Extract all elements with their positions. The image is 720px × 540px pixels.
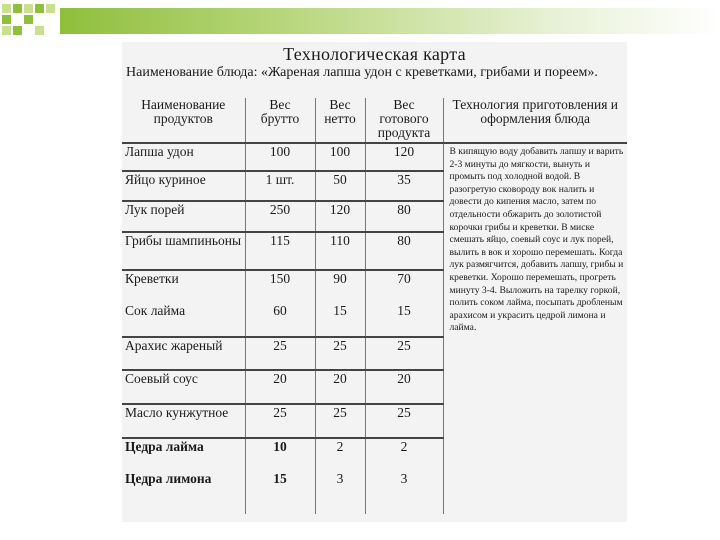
product-name: Яйцо куриное [122, 171, 245, 201]
ready-weight: 120 [365, 143, 443, 171]
product-name: Арахис жареный [122, 337, 245, 370]
ingredients-table [122, 98, 627, 514]
net-weight: 20 [315, 370, 365, 404]
net-weight: 90 15 [315, 270, 365, 337]
gross-weight: 10 15 [245, 438, 315, 514]
header-gross: Вес брутто [245, 98, 315, 143]
net-weight: 120 [315, 201, 365, 232]
ready-weight: 2 3 [365, 438, 443, 514]
slide-header-bar [60, 8, 720, 34]
table-row [122, 143, 627, 171]
net-weight: 110 [315, 232, 365, 270]
technological-card-document [122, 42, 627, 522]
gross-weight: 1 шт. [245, 171, 315, 201]
ready-weight: 25 [365, 337, 443, 370]
gross-weight: 250 [245, 201, 315, 232]
product-name: Цедра лайма Цедра лимона [122, 438, 245, 514]
gross-weight: 20 [245, 370, 315, 404]
net-weight: 25 [315, 337, 365, 370]
gross-weight: 25 [245, 337, 315, 370]
net-weight: 2 3 [315, 438, 365, 514]
ready-weight: 80 [365, 201, 443, 232]
product-name: Лук порей [122, 201, 245, 232]
gross-weight: 100 [245, 143, 315, 171]
ready-weight: 25 [365, 404, 443, 438]
gross-weight: 150 60 [245, 270, 315, 337]
net-weight: 100 [315, 143, 365, 171]
header-net: Вес нетто [315, 98, 365, 143]
product-name: Лапша удон [122, 143, 245, 171]
table-header-row [122, 98, 627, 143]
header-ready: Вес готового продукта [365, 98, 443, 143]
ready-weight: 20 [365, 370, 443, 404]
ready-weight: 35 [365, 171, 443, 201]
product-name: Креветки Сок лайма [122, 270, 245, 337]
header-product: Наименование продуктов [122, 98, 245, 143]
decorative-pattern [0, 0, 60, 44]
product-name: Соевый соус [122, 370, 245, 404]
gross-weight: 25 [245, 404, 315, 438]
header-technology: Технология приготовления и оформления блюда [443, 98, 627, 143]
document-title: Технологическая карта [283, 44, 466, 64]
technology-text: В кипящую воду добавить лапшу и варить 2-3 минуты до мягкости, вынуть и промыть под холодной водой. В разогретую сковороду вок налить и довести до кипения масло, затем по отдельности обжарить до золотистой корочки грибы и креветки. В миске смешать яйцо, соевый соус и лук порей, вылить в вок и хорошо перемешать. Когда лук размягчится, добавить лапшу, грибы и креветки. Хорошо перемешать, прогреть минуту 3-4. Выложить на тарелку горкой, полить соком лайма, посыпать дробленым арахисом и украсить цедрой лимона и лайма. [443, 143, 627, 514]
ready-weight: 80 [365, 232, 443, 270]
net-weight: 50 [315, 171, 365, 201]
product-name: Грибы шампиньоны [122, 232, 245, 270]
gross-weight: 115 [245, 232, 315, 270]
dish-name-line: Наименование блюда: «Жареная лапша удон с креветками, грибами и пореем». [126, 65, 598, 80]
product-name: Масло кунжутное [122, 404, 245, 438]
net-weight: 25 [315, 404, 365, 438]
ready-weight: 70 15 [365, 270, 443, 337]
